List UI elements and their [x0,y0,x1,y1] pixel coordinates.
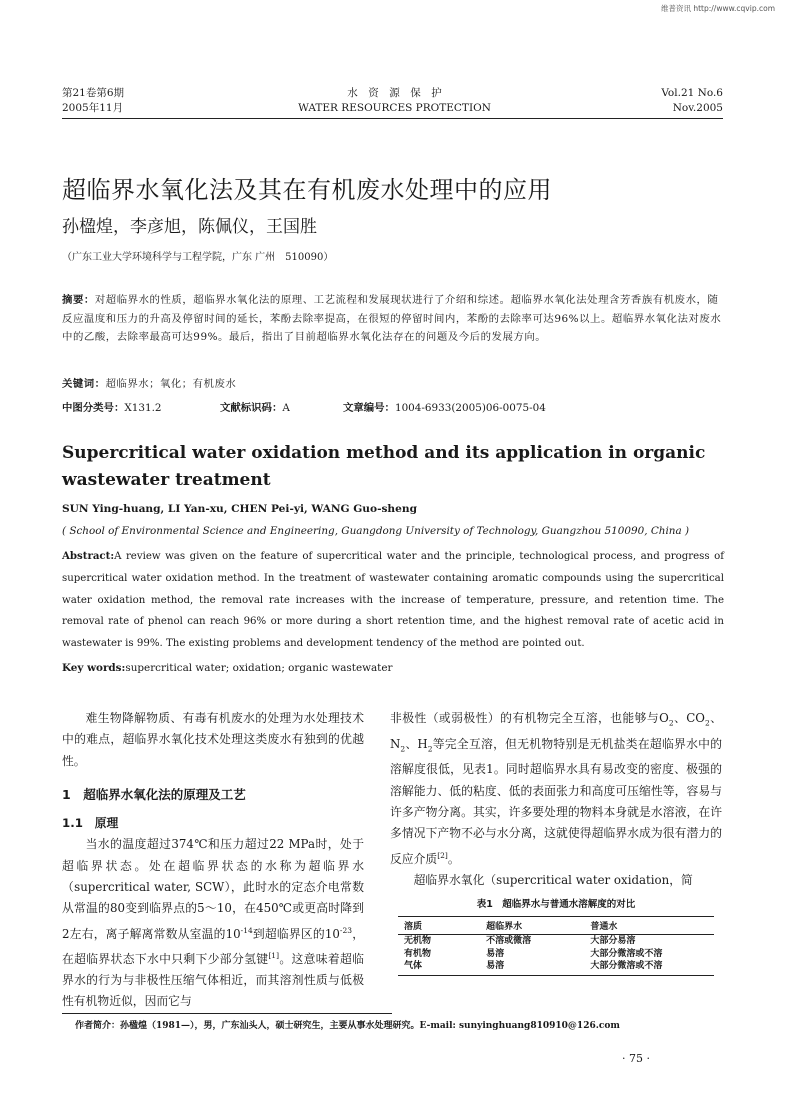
scwo-paragraph: 超临界水氧化（supercritical water oxidation，简 [413,872,693,887]
affiliation-cn: （广东工业大学环境科学与工程学院，广东 广州 510090） [62,252,334,263]
r1-sub-1: 2 [668,718,674,728]
citation-2: [2] [437,850,448,860]
r1-sub-4: 2 [427,744,433,754]
table-cell: 易溶 [486,948,505,959]
keywords-en [62,662,392,674]
section-heading-1: 1 超临界水氧化法的原理及工艺 [62,786,246,802]
table-row [398,948,714,961]
table-header-solute: 溶质 [398,917,480,935]
page-number: · 75 · [622,1052,650,1065]
abstract-label-en: Abstract: [62,550,115,562]
table-caption: 表1 超临界水与普通水溶解度的对比 [476,899,636,910]
table-header-row [398,917,714,935]
table-row [398,935,714,948]
p1-text-a: 当水的温度超过374℃和压力超过22 MPa时，处于超临界状态。处在超临界状态的水称为超临界水（supercritical water, SCW），此时水的定态介电常数从常温的80变到临界点的5～10，在450℃或更高时降到2左右，离子解离常数从室温的10 [62,837,364,941]
watermark-text: 维普资讯 http://www.cqvip.com [660,4,775,13]
table-cell: 大部分微溶或不溶 [590,948,663,959]
r1-text-b: 、CO [673,711,705,725]
p1-sup-2: -23 [339,925,352,935]
header-rule [62,118,723,119]
journal-volume-en [661,86,723,116]
citation-1: [1] [268,950,279,960]
paper-title-en: Supercritical water oxidation method and its application in organic wastewater treatment [62,443,706,490]
r1-sub-3: 2 [400,744,406,754]
doc-value: A [282,402,290,414]
table-cell: 不溶或微溶 [486,936,532,946]
paper-title-cn: 超临界水氧化法及其在有机废水处理中的应用 [62,176,552,204]
r1-text-c: 、N [390,711,722,751]
abstract-text-en: A review was given on the feature of supercritical water and the principle, technological process, and progress of supercritical water oxidation method. In the treatment of wastewater containing aromatic compounds using the supercritical water oxidation method, the removal rate increases with the increase of temperature, pressure, and retention time. The removal rate of phenol can reach 96% or more during a short retention time, and the highest removal rate of acetic acid in wastewater is 99%. The existing problems and development tendency of the method are pointed out. [62,551,724,650]
continuation-paragraph [390,708,722,870]
article-value: 1004-6933(2005)06-0075-04 [394,402,546,414]
article-number [343,399,546,414]
abstract-en [62,546,724,655]
solubility-table [398,916,714,976]
article-label: 文章编号： [343,402,395,414]
table-cell: 大部分微溶或不溶 [584,960,714,975]
journal-name-cn: 水 资 源 保 护 [347,87,442,99]
abstract-text-cn: 对超临界水的性质，超临界水氧化法的原理、工艺流程和发展现状进行了介绍和综述。超临界水氧化法处理含芳香族有机废水，随反应温度和压力的升高及停留时间的延长，苯酚去除率提高，在很短的停留时间内，苯酚的去除率可达96%以上。超临界水氧化法对废水中的乙酸，去除率最高可达99%。最后，指出了目前超临界水氧化法存在的问题及今后的发展方向。 [62,294,722,343]
r1-text-d: 、H [405,736,428,751]
table-cell: 有机物 [404,948,432,959]
table-row [398,960,714,975]
date-cn: 2005年11月 [62,102,124,114]
keywords-cn [62,375,236,390]
authors-en: SUN Ying-huang, LI Yan-xu, CHEN Pei-yi, WANG Guo-sheng [62,503,417,515]
class-number [62,399,162,414]
author-footnote: 作者简介：孙楹煌（1981—），男，广东汕头人，硕士研究生，主要从事水处理研究。E-mail: sunyinghuang810910@126.com [75,1021,620,1031]
body-column-right [390,708,722,891]
volume-issue-cn: 第21卷第6期 [62,87,125,99]
class-label: 中图分类号： [62,402,125,414]
intro-paragraph: 难生物降解物质、有毒有机废水的处理为水处理技术中的难点，超临界水氧化技术处理这类废水有独到的优越性。 [62,711,364,768]
doc-label: 文献标识码： [220,402,283,414]
p1-text-b: 到超临界区的10 [252,926,340,941]
abstract-cn [62,291,722,347]
r1-text-f: 。 [447,851,460,866]
table-cell: 大部分易溶 [590,936,636,946]
journal-name-en: WATER RESOURCES PROTECTION [298,102,491,114]
table-cell: 无机物 [404,936,432,946]
table-header-scw: 超临界水 [480,917,584,935]
footnote-rule [62,1013,392,1014]
affiliation-en: ( School of Environmental Science and Engineering, Guangdong University of Technology, Guangzhou 510090, China ) [62,525,690,537]
principle-paragraph [62,834,364,1012]
keywords-label-cn: 关键词： [62,378,106,390]
table-cell: 气体 [398,960,480,975]
keywords-text-en: supercritical water; oxidation; organic wastewater [125,662,393,674]
p1-sup-1: -14 [240,925,253,935]
keywords-label-en: Key words: [62,662,126,674]
doc-code [220,399,290,414]
authors-cn: 孙楹煌，李彦旭，陈佩仪，王国胜 [62,217,317,237]
class-value: X131.2 [124,402,162,414]
r1-sub-2: 2 [704,718,710,728]
table-cell: 易溶 [480,960,584,975]
r1-text-a: 非极性（或弱极性）的有机物完全互溶，也能够与O [390,711,669,725]
section-heading-1-1: 1.1 原理 [62,816,119,831]
r1-text-e: 等完全互溶，但无机物特别是无机盐类在超临界水中的溶解度很低，见表1。同时超临界水具有易改变的密度、极强的溶解能力、低的粘度、低的表面张力和高度可压缩性等，容易与许多产物分离。其实，许多要处理的物料本身就是水溶液，在许多情况下产物不必与水分离，这就使得超临界水成为很有潜力的反应介质 [390,736,722,866]
keywords-text-cn: 超临界水；氧化；有机废水 [105,378,237,390]
p1-text-c: ，在超临界状态下水中只剩下少部分氢键 [62,926,364,966]
volume-issue-en: Vol.21 No.6 [661,87,723,99]
date-en: Nov.2005 [672,102,723,114]
abstract-label-cn: 摘要： [62,294,95,306]
body-column-left [62,708,364,1013]
table-header-normal: 普通水 [584,917,714,935]
p1-text-d: 。这意味着超临界水的行为与非极性压缩气体相近，而其溶剂性质与低极性有机物近似，因而它与 [62,951,364,1009]
